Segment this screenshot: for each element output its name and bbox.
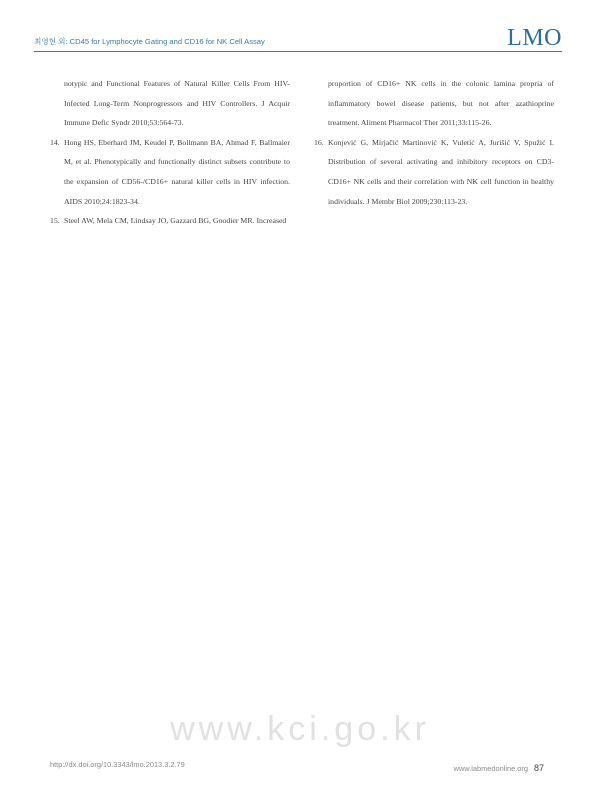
footer-site-link[interactable]: www.labmedonline.org [453,764,528,773]
footer-doi-link[interactable]: http://dx.doi.org/10.3343/lmo.2013.3.2.79 [50,760,185,769]
reference-text: Konjević G, Mirjačić Martinović K, Vuletić A, Jurišić V, Spužić I. Distribution of several activating and inhibitory receptors on CD3-CD16+ NK cells and their correlation with NK cell function in healthy individuals. J Membr Biol 2009;230:113-23. [328,137,554,206]
reference-text: Steel AW, Mela CM, Lindsay JO, Gazzard BG, Goodier MR. Increased [64,216,287,226]
reference-item [314,133,554,211]
reference-item [50,133,290,211]
reference-number: 15. [50,216,60,226]
reference-text: notypic and Functional Features of Natural Killer Cells From HIV-Infected Long-Term Nonprogressors and HIV Controllers. J Acquir Immune Defic Syndr 2010;53:564-73. [64,79,290,128]
reference-item [314,74,554,133]
reference-column-right [314,74,554,211]
reference-text: Hong HS, Eberhard JM, Keudel P, Bollmann BA, Ahmad F, Ballmaier M, et al. Phenotypically and functionally distinct subsets contribute to the expansion of CD56-/CD16+ natural killer cells in HIV infection. AIDS 2010;24:1823-34. [64,137,290,206]
reference-number: 14. [50,137,60,147]
running-header-title: 최영현 외: CD45 for Lymphocyte Gating and CD16 for NK Cell Assay [34,37,265,46]
watermark-text: www.kci.go.kr [170,710,430,748]
page-number: 87 [533,763,544,773]
header-divider [34,51,562,52]
reference-item [50,211,290,231]
reference-item [50,74,290,133]
footer-right [454,758,544,776]
reference-text: proportion of CD16+ NK cells in the colonic lamina propria of inflammatory bowel disease patients, but not after azathioprine treatment. Aliment Pharmacol Ther 2011;33:115-26. [328,79,554,128]
journal-logo: LMO [507,25,562,51]
reference-number: 16. [314,137,324,147]
reference-column-left [50,74,290,231]
